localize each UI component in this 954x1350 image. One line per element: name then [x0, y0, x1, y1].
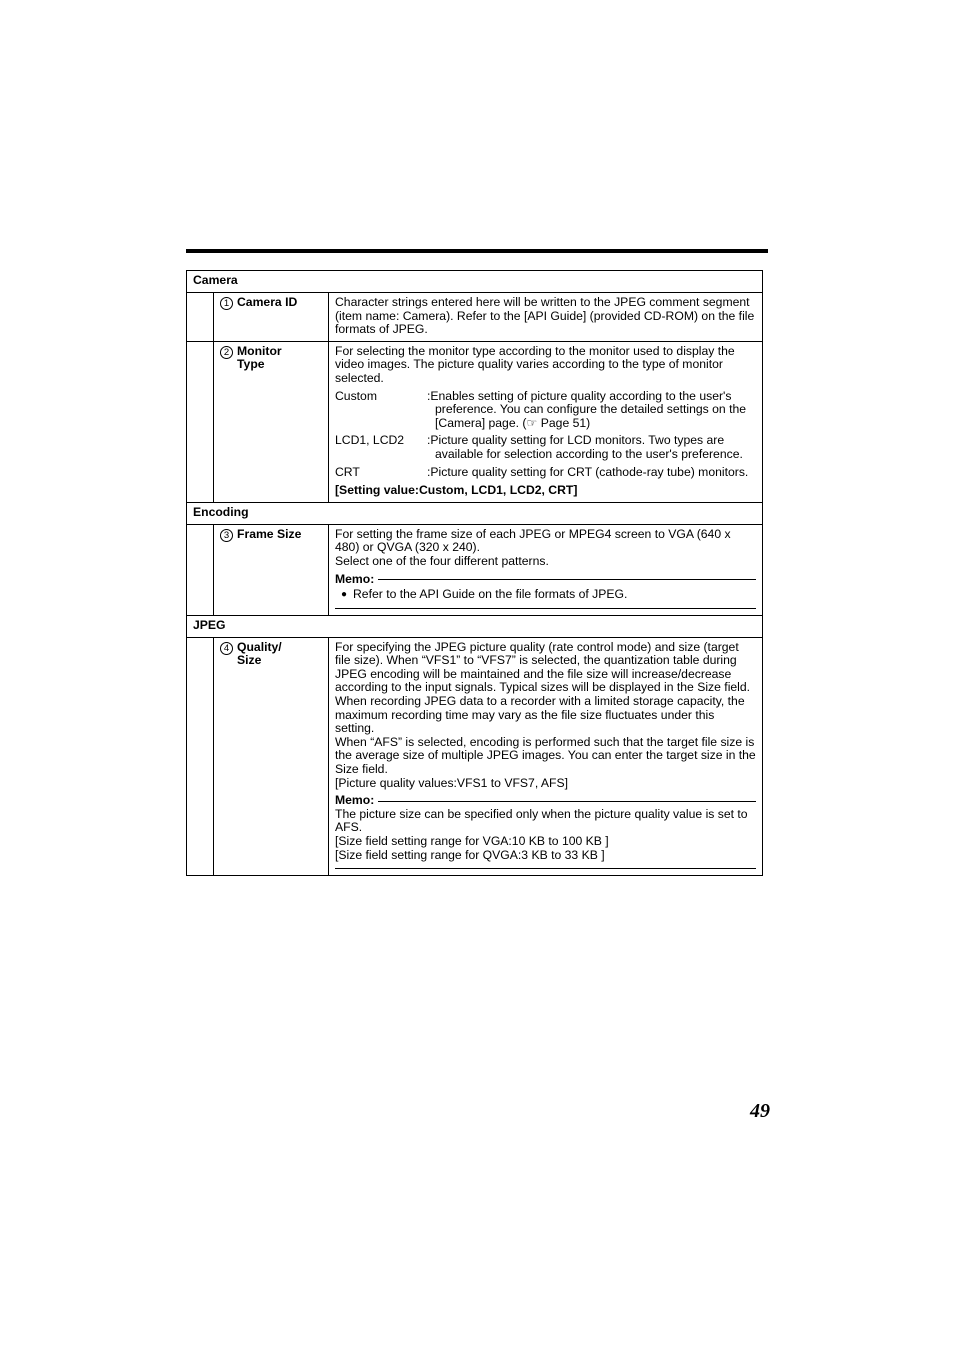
memo-box	[335, 588, 756, 609]
setting-value: [Setting value:Custom, LCD1, LCD2, CRT]	[335, 483, 578, 498]
circled-number: 1	[220, 297, 233, 310]
settings-table	[186, 270, 763, 876]
section-row-camera	[187, 271, 763, 293]
table-row-monitor-type	[187, 341, 763, 502]
circled-number: 4	[220, 642, 233, 655]
item-desc-quality-size: For specifying the JPEG picture quality (rate control mode) and size (target file size). When “VFS1” to “VFS7” is selected, the quantization table during JPEG encoding will be maintained and the file size will increase/decrease according to the input signals. Typical sizes will be displayed in the Size field. When recording JPEG data to a recorder with a limited storage capacity, the maximum recording time may vary as the file size fluctuates under this setting. When “AFS” is selected, encoding is performed such that the target file size is the average size of multiple JPEG images. You can enter the target size in the Size field. [Picture quality values:VFS1 to VFS7, AFS] Memo: The picture size can be specified only when the picture quality value is set to AFS. [Size field setting range for VGA:10 KB to 100 KB ] [Size field setting range for QVGA:3 KB to 33 KB ]	[329, 637, 763, 876]
table-row-quality-size	[187, 637, 763, 876]
page-number: 49	[750, 1100, 770, 1122]
section-title-camera: Camera	[187, 271, 763, 293]
memo-box: The picture size can be specified only when the picture quality value is set to AFS. [Size field setting range for VGA:10 KB to 100 KB ] [Size field setting range for QVGA:3 KB to 33 KB ]	[335, 808, 756, 869]
option-crt: CRT :Picture quality setting for CRT (cathode-ray tube) monitors.	[335, 464, 749, 479]
circled-number: 2	[220, 346, 233, 359]
item-desc-frame-size: For setting the frame size of each JPEG or MPEG4 screen to VGA (640 x 480) or QVGA (320 x 240). Select one of the four different patterns. Memo: ● Refer to the API Guide on the file formats of JPEG.	[329, 524, 763, 615]
item-desc-camera-id: Character strings entered here will be written to the JPEG comment segment (item name: Camera). Refer to the [API Guide] (provided CD-ROM) on the file formats of JPEG.	[329, 293, 763, 342]
item-label-frame-size: 3 Frame Size	[214, 524, 329, 615]
section-row-encoding	[187, 502, 763, 524]
item-label-monitor-type: 2 Monitor Type	[214, 341, 329, 502]
memo-heading: Memo:	[335, 573, 756, 587]
bullet-icon: ●	[340, 589, 348, 601]
item-label-quality-size: 4 Quality/ Size	[214, 637, 329, 876]
item-label-camera-id: 1 Camera ID	[214, 293, 329, 342]
table-row-camera-id	[187, 293, 763, 342]
section-row-jpeg	[187, 615, 763, 637]
list-item: ● Refer to the API Guide on the file formats of JPEG.	[335, 588, 756, 602]
section-title-jpeg: JPEG	[187, 615, 763, 637]
section-title-encoding: Encoding	[187, 502, 763, 524]
item-desc-monitor-type: For selecting the monitor type according to the monitor used to display the video images. The picture quality varies according to the type of monitor selected. Custom :Enables setting of picture quality according to the user's preference. You can configure the detailed settings on the [Camera] page. (☞ Page 51) LCD1, LCD2 :Picture quality setting for LCD monitors. Two types are available for selection according to the user's preference. CRT :Picture quality setting for CRT (cathode-ray tube) monitors. [Setting value:Custom, LCD1, LCD2, CRT]	[329, 341, 763, 502]
table-row-frame-size	[187, 524, 763, 615]
circled-number: 3	[220, 529, 233, 542]
option-custom: Custom :Enables setting of picture quality according to the user's preference. You can configure the detailed settings on the [Camera] page. (☞ Page 51)	[335, 388, 747, 430]
top-rule	[186, 249, 768, 253]
option-lcd: LCD1, LCD2 :Picture quality setting for LCD monitors. Two types are available for selection according to the user's preference.	[335, 433, 743, 461]
memo-heading: Memo:	[335, 794, 756, 808]
